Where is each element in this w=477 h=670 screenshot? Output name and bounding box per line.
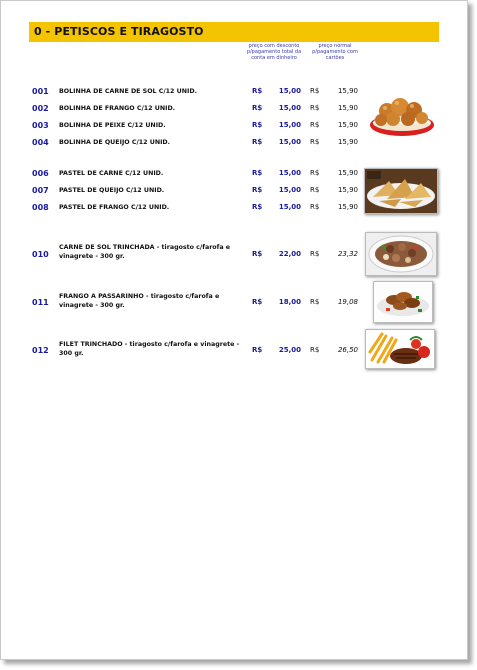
item-description: PASTEL DE CARNE C/12 UNID. bbox=[59, 170, 164, 177]
currency-normal: R$ bbox=[310, 138, 320, 146]
pastel-photo bbox=[364, 168, 438, 214]
price-cash: 15,00 bbox=[278, 203, 301, 211]
price-cash: 15,00 bbox=[278, 104, 301, 112]
currency-normal: R$ bbox=[310, 346, 320, 354]
currency-normal: R$ bbox=[310, 250, 320, 258]
item-code: 011 bbox=[32, 298, 49, 307]
item-description: FRANGO A PASSARINHO - tiragosto c/farofa e vinagrete - 300 gr. bbox=[59, 293, 220, 309]
item-code: 007 bbox=[32, 186, 49, 195]
filet-photo bbox=[365, 329, 435, 369]
column-header-cash-price: preço com desconto p/pagamento total da conta em dinheiro bbox=[246, 43, 302, 61]
price-normal: 19,08 bbox=[337, 298, 358, 306]
currency-cash: R$ bbox=[252, 186, 263, 194]
currency-normal: R$ bbox=[310, 298, 320, 306]
price-cash: 15,00 bbox=[278, 138, 301, 146]
item-description: BOLINHA DE FRANGO C/12 UNID. bbox=[59, 105, 176, 112]
currency-cash: R$ bbox=[252, 203, 263, 211]
item-description: CARNE DE SOL TRINCHADA - tiragosto c/farofa e vinagrete - 300 gr. bbox=[59, 244, 231, 260]
item-code: 002 bbox=[32, 104, 49, 113]
price-normal: 15,90 bbox=[337, 104, 358, 112]
price-normal: 15,90 bbox=[337, 87, 358, 95]
currency-normal: R$ bbox=[310, 87, 320, 95]
item-code: 010 bbox=[32, 250, 49, 259]
item-code: 012 bbox=[32, 346, 49, 355]
price-cash: 22,00 bbox=[278, 250, 301, 258]
currency-cash: R$ bbox=[252, 104, 263, 112]
currency-normal: R$ bbox=[310, 203, 320, 211]
price-normal: 15,90 bbox=[337, 186, 358, 194]
item-description: BOLINHA DE QUEIJO C/12 UNID. bbox=[59, 139, 171, 146]
price-cash: 15,00 bbox=[278, 87, 301, 95]
price-normal: 15,90 bbox=[337, 203, 358, 211]
section-title: 0 - PETISCOS E TIRAGOSTO bbox=[34, 25, 204, 38]
currency-normal: R$ bbox=[310, 186, 320, 194]
column-header-normal-price: preço normal p/pagamento com cartões bbox=[312, 43, 358, 61]
item-description: PASTEL DE FRANGO C/12 UNID. bbox=[59, 204, 170, 211]
price-cash: 15,00 bbox=[278, 169, 301, 177]
item-code: 001 bbox=[32, 87, 49, 96]
bolinhas-photo bbox=[367, 85, 437, 139]
price-normal: 15,90 bbox=[337, 169, 358, 177]
price-cash: 25,00 bbox=[278, 346, 301, 354]
item-code: 004 bbox=[32, 138, 49, 147]
item-code: 003 bbox=[32, 121, 49, 130]
currency-cash: R$ bbox=[252, 121, 263, 129]
carne-de-sol-photo bbox=[365, 232, 437, 276]
currency-cash: R$ bbox=[252, 250, 263, 258]
currency-cash: R$ bbox=[252, 346, 263, 354]
price-cash: 18,00 bbox=[278, 298, 301, 306]
item-description: BOLINHA DE CARNE DE SOL C/12 UNID. bbox=[59, 88, 197, 95]
item-description: BOLINHA DE PEIXE C/12 UNID. bbox=[59, 122, 166, 129]
currency-cash: R$ bbox=[252, 138, 263, 146]
currency-cash: R$ bbox=[252, 169, 263, 177]
item-description: PASTEL DE QUEIJO C/12 UNID. bbox=[59, 187, 165, 194]
item-description: FILET TRINCHADO - tiragosto c/farofa e vinagrete - 300 gr. bbox=[59, 341, 240, 357]
price-cash: 15,00 bbox=[278, 186, 301, 194]
currency-normal: R$ bbox=[310, 104, 320, 112]
price-normal: 23,32 bbox=[337, 250, 358, 258]
item-code: 008 bbox=[32, 203, 49, 212]
currency-normal: R$ bbox=[310, 121, 320, 129]
price-normal: 15,90 bbox=[337, 121, 358, 129]
price-normal: 15,90 bbox=[337, 138, 358, 146]
section-header bbox=[29, 22, 439, 42]
price-normal: 26,50 bbox=[337, 346, 358, 354]
currency-cash: R$ bbox=[252, 298, 263, 306]
frango-photo bbox=[373, 281, 433, 323]
currency-cash: R$ bbox=[252, 87, 263, 95]
price-cash: 15,00 bbox=[278, 121, 301, 129]
item-code: 006 bbox=[32, 169, 49, 178]
currency-normal: R$ bbox=[310, 169, 320, 177]
